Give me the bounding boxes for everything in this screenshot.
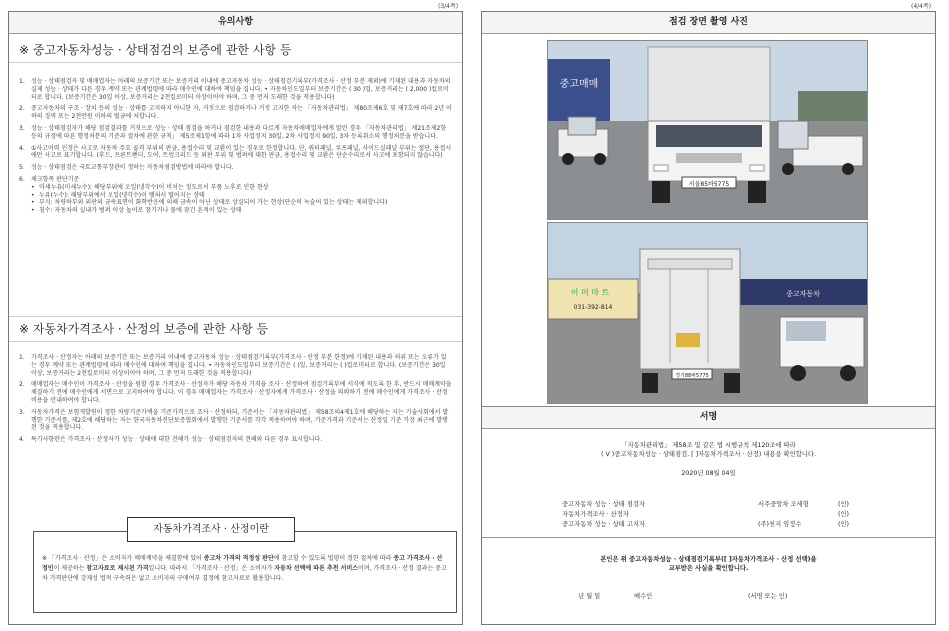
box-text: 자동차 선택에 따른 추천 서비스 [274, 565, 359, 572]
sub-item: • 침수: 자동차의 실내가 범퍼 이상 높이로 잠기거나 물에 잠긴 흔적이 있는 상태 [31, 207, 452, 215]
notice-item [19, 105, 452, 121]
item-text: ①사고이력 인정은 사고로 자동차 주요 골격 부위의 판금, 용접수리 및 교환이 있는 경우로 한정합니다. 단, 쿼터패널, 루프패널, 사이드실패널 부위는 절단, 용접시에만 사고로 표기합니다. (후드, 프론트펜더, 도어, 트렁크리드 등 외판 부위 및 범퍼에 대한 판금, 용접수리 및 교환은 단순수리로서 사고에 포함되지 않습니다) [31, 144, 452, 160]
inspection-photo-rear [547, 222, 868, 404]
item-text: 성능 · 상태점검은 국토교통부장관이 정하는 자동차점검방법에 따라야 합니다. [31, 164, 234, 172]
item-number: 6. [19, 175, 25, 183]
page-number: (3/4쪽) [438, 3, 459, 10]
signer-row [482, 519, 935, 529]
signer-name: (주)천지 임정수 [758, 521, 802, 528]
section-title: ※ 자동차가격조사 · 산정의 보증에 관한 사항 등 [9, 316, 462, 342]
truck-rear-illustration [548, 223, 868, 404]
item-text: 매매업자는 매수인이 가격조사 · 산정을 원할 경우 가격조사 · 산정자가 해당 자동차 가격을 조사 · 산정하여 점검기록부에 서식에 적도록 한 후, 반드시 매매계약을 체결하기 전에 매수인에게 서면으로 고지하여야 합니다. 이 경우 매매업자는 가격조사 · 산정자에게 가격조사 · 산정을 의뢰하기 전에 매수인에게 가격조사 · 산정 비용을 안내하여야 합니다. [31, 381, 452, 404]
inspection-photo-front [547, 40, 868, 220]
signature-header: 서명 [482, 407, 935, 429]
sub-list [31, 184, 452, 215]
notice-item [19, 164, 452, 172]
item-number: 4. [19, 144, 25, 152]
notice-item [19, 409, 452, 432]
item-number: 2. [19, 105, 25, 113]
shop-phone: 031-392-814 [573, 304, 613, 311]
box-text: ※ 「가격조사 · 산정」은 소비자가 매매계약을 체결함에 있어 [42, 555, 204, 562]
item-number: 5. [19, 164, 25, 172]
item-text: 특기사항란은 가격조사 · 산정자가 성능 · 상태에 대한 견해가 성능 · 상태점검자의 견해와 다른 경우 표시합니다. [31, 436, 323, 444]
box-text: 입니다. 따라서 「가격조사 · 산정」은 소비자가 [148, 565, 275, 572]
notice-item [19, 436, 452, 444]
confirm-text: 본인은 위 중고자동차성능 · 상태점검기록부([ ]자동차가격조사 · 산정 선택)을 [600, 556, 817, 563]
box-title: 자동차가격조사 · 산정이란 [127, 517, 295, 542]
item-number: 4. [19, 436, 25, 444]
item-text: 체크항목 판단기준 [31, 175, 80, 183]
item-text: 중고자동차의 구조 · 장치 등의 성능 · 상태를 고지하지 아니한 자, 거짓으로 점검하거나 거짓 고지한 자는 「자동차관리법」 제80조제6호 및 제7호에 따라 2년 이하의 징역 또는 2천만원 이하의 벌금에 처합니다. [31, 105, 452, 121]
item-text: 성능 · 상태점검자 및 매매업자는 아래의 보증기간 또는 보증거리 이내에 중고자동차 성능 · 상태점검기록부(가격조사 · 산정 부분 제외)에 기재된 내용과 자동차의 실제 성능 · 상태가 다른 경우 계약 또는 관계법령에 따라 매수인에 대하여 책임을 집니다. • 자동차인도일부터 보증기간은 ( 30 )일, 보증거리는 ( 2,000 )킬로미터로 합니다. (보증기간은 30일 이상, 보증거리는 2천킬로미터 이상이어야 하며, 그 중 먼저 도래한 것을 적용합니다) [31, 78, 451, 101]
right-page [481, 11, 936, 625]
notice-item [19, 381, 452, 404]
item-text: 성능 · 상태점검자가 해당 점검결과를 거짓으로 성능 · 상태 점검을 하거나 점검한 내용과 다르게 자동차매매업자에게 알린 경우 「자동차관리법」 제21조제2항 등의 규정에 따른 행정처분의 기준과 절차에 관한 규칙」 제5조제1항에 따라 1차 사업정지 30일, 2차 사업정지 90일, 3차 등록취소의 행정처분을 받습니다. [31, 124, 447, 140]
item-number: 2. [19, 381, 25, 389]
explanation-box [33, 531, 457, 613]
item-number: 1. [19, 354, 25, 361]
box-text: 합니다. [263, 575, 284, 582]
notice-item [19, 176, 452, 215]
sign-date: 2020년 08월 04일 [681, 470, 736, 477]
confirm-text: 교부받은 사실을 확인합니다. [668, 565, 749, 572]
page-header: 유의사항 [9, 12, 462, 34]
notice-item [19, 354, 452, 377]
buyer-seal: (서명 또는 인) [748, 593, 788, 600]
signer-role: 자동차가격조사 · 산정자 [562, 511, 629, 518]
license-plate: 서울85바5775 [688, 181, 730, 188]
signer-row [482, 509, 935, 519]
item-number: 3. [19, 124, 25, 132]
signer-role: 중고자동차 성능 · 상태 고지자 [562, 521, 646, 528]
license-plate: 경기88바5775 [675, 373, 709, 379]
buyer-role: 매수인 [634, 593, 653, 600]
shop-sign: 이 머 마 트 [570, 288, 610, 297]
signer-seal: (인) [838, 511, 849, 518]
sub-item: • 미세누유(미세누수): 해당부위에 오일(냉각수)이 비치는 정도로서 부품 노후로 인한 현상 [31, 184, 452, 192]
sub-item: • 부식: 차량하부와 외판의 금속표면이 화학반응에 의해 금속이 아닌 상태로 상실되어 가는 현상(단순히 녹슬어 있는 상태는 제외합니다) [31, 199, 452, 207]
notice-item [19, 145, 452, 161]
box-text: 참고자료로 제시된 가격 [86, 565, 149, 572]
signer-seal: (인) [838, 501, 849, 508]
signer-name: 서주중앙차 조세형 [758, 501, 809, 508]
box-text: 중고 가격조사 · 산정인 [42, 555, 443, 572]
item-text: 가격조사 · 산정자는 아래의 보증기간 또는 보증거리 이내에 중고자동차 성능 · 상태점검기록부(가격조사 · 산정 부분 한정)에 기재된 내용과 허위 또는 오류가 있는 경우 계약 또는 관계법령에 따라 매수인에 대하여 책임을 집니다. • 자동차인도일부터 보증기간은 ( )일, 보증거리는 ( )킬로미터로 합니다. (보증기간은 30일 이상, 보증거리는 2천킬로미터 이상이어야 하며, 그 중 먼저 도래한 것을 적용합니다) [31, 354, 447, 377]
item-number: 3. [19, 408, 25, 416]
signature-section [482, 406, 935, 627]
signer-role: 중고자동차 성능 · 상태 점검자 [562, 501, 646, 508]
section-title: ※ 중고자동차성능 · 상태점검의 보증에 관한 사항 등 [9, 38, 462, 63]
confirm-divider [482, 537, 935, 538]
notice-list [19, 354, 452, 448]
notice-list [19, 78, 452, 219]
box-text: 중고차 가격의 적정성 판단 [203, 555, 274, 562]
buyer-date: 년 월 일 [578, 593, 601, 600]
sub-item: • 누유(누수): 해당부위에서 오일(냉각수)이 맺혀서 떨어지는 상태 [31, 192, 452, 200]
item-number: 1. [19, 78, 25, 85]
page-number: (4/4쪽) [911, 3, 932, 10]
item-text: 자동차가격은 보험개발원이 정한 차량기준가액을 기준가격으로 조사 · 산정하되, 기준서는 「자동차관리법」 제58조의4제1호에 해당하는 자는 기술사회에서 발행한 기준서를, 제2호에 해당하는 자는 한국자동차진단보증협회에서 발행한 기준서를 각각 적용하여야 하며, 기준가격과 기준서는 산정일 기준 가장 최근에 발행된 것을 적용합니다. [31, 408, 449, 432]
notice-item [19, 125, 452, 141]
box-text: 에 참고할 수 있도록 법령이 정한 절차에 따라 [273, 555, 394, 562]
shop-sign: 중고자동차 [786, 290, 820, 298]
law-text: ( V )중고자동차성능 · 상태점검, [ ]자동차가격조사 · 산정) 내용을 확인합니다. [601, 451, 816, 458]
notice-item [19, 78, 452, 101]
shop-sign: 중고매매 [559, 79, 599, 90]
truck-front-illustration [548, 41, 868, 220]
page-header: 점검 장면 촬영 사진 [482, 12, 935, 34]
signer-seal: (인) [838, 521, 849, 528]
box-text: 이 제공하는 [53, 565, 87, 572]
box-text: 이며, 가격조사 · 산정 결과는 중고차 가격판단에 강제성 법적 구속력은 없고 소비자의 구매여부 결정에 참고자료로 활용 [42, 565, 447, 582]
law-text: 「자동차관리법」 제58조 및 같은 법 시행규칙 제120조에 따라 [621, 442, 796, 449]
signer-row [482, 499, 935, 509]
